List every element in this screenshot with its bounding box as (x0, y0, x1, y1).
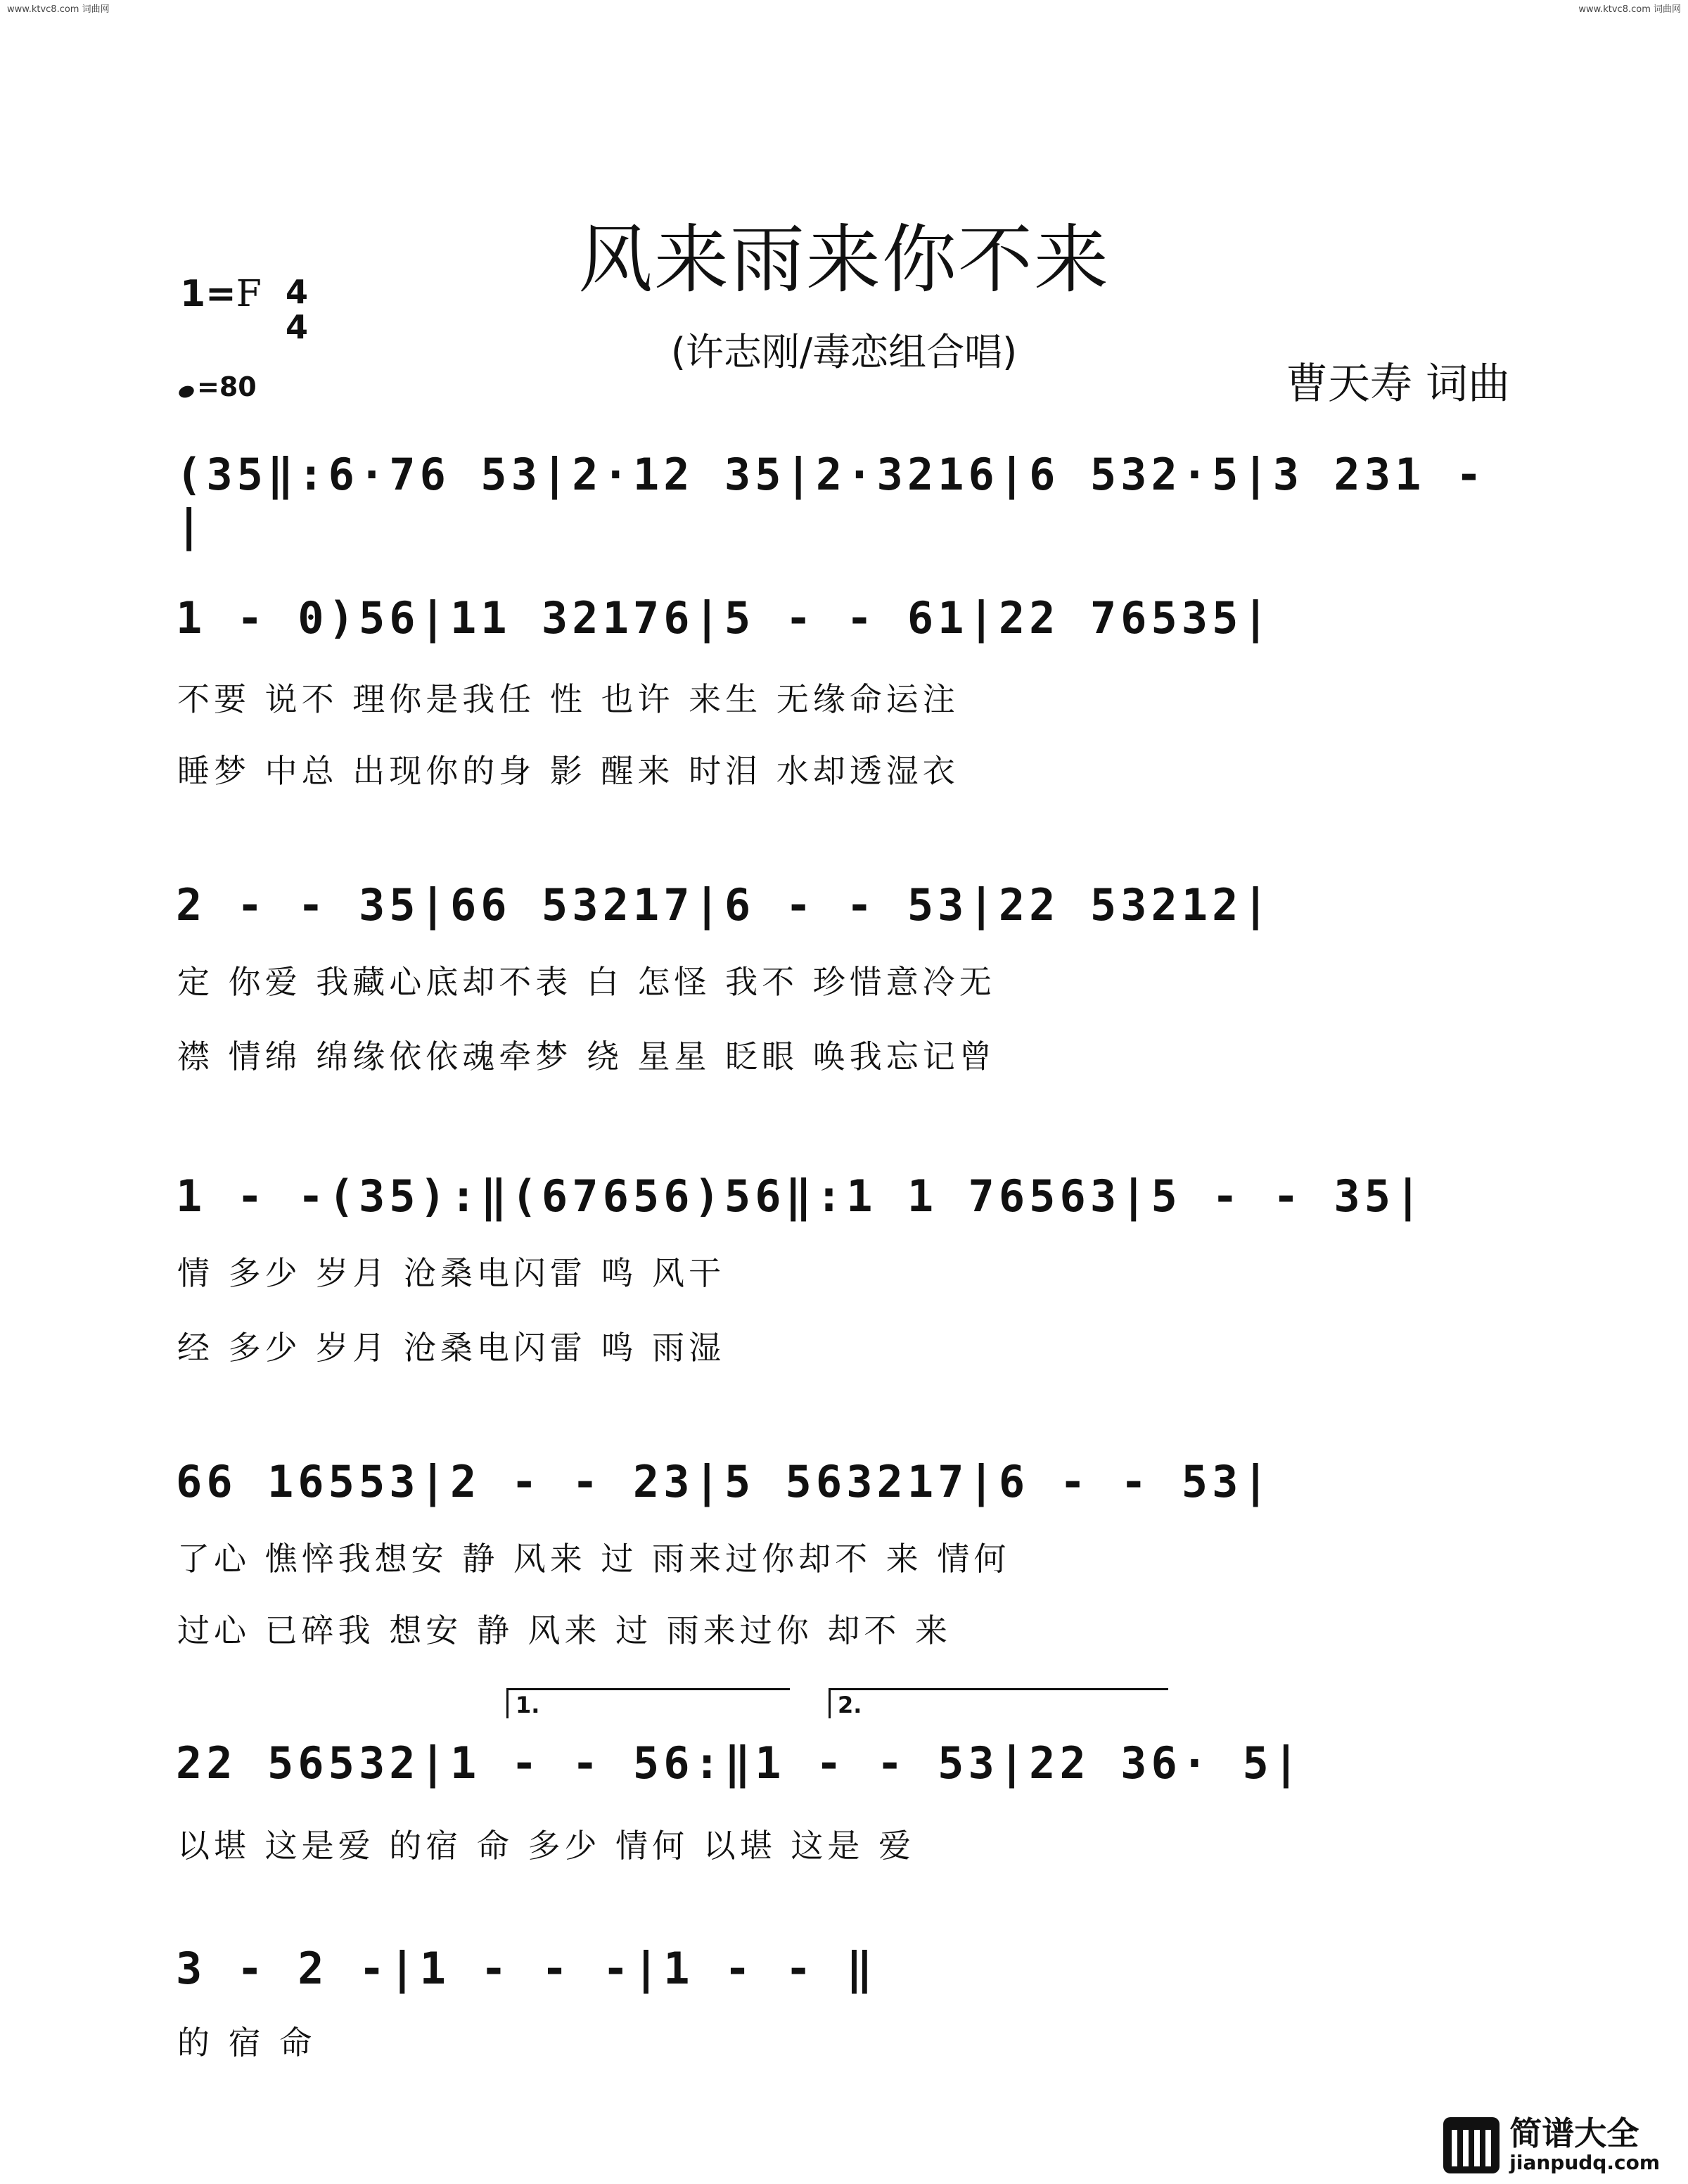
lyrics-row-2-verse-2: 睡梦 中总 出现你的身 影 醒来 时泪 水却透湿衣 (177, 752, 959, 790)
lyrics-row-4-verse-1: 情 多少 岁月 沧桑电闪雷 鸣 风干 (177, 1254, 726, 1292)
time-signature (286, 274, 308, 345)
composer-credit: 曹天寿 词曲 (1286, 359, 1511, 409)
notation-row-1: (35‖:6·76 53|2·12 35|2·3216|6 532·5|3 231 -| (176, 449, 1487, 551)
song-title: 风来雨来你不来 (578, 217, 1110, 303)
volta-label-1: 1. (516, 1692, 540, 1718)
notation-row-2: 1 - 0)56|11 32176|5 - - 61|22 76535| (176, 592, 1273, 644)
watermark-right: www.ktvc8.com 词曲网 (1578, 4, 1681, 15)
lyrics-row-2-verse-1: 不要 说不 理你是我任 性 也许 来生 无缘命运注 (177, 680, 959, 718)
notation-row-6: 22 56532|1 - - 56:‖1 - - 53|22 36· 5| (176, 1737, 1304, 1789)
key-signature (180, 273, 262, 315)
song-subtitle: (许志刚/毒恋组合唱) (670, 330, 1018, 374)
watermark-left: www.ktvc8.com 词曲网 (7, 4, 110, 15)
notation-row-5: 66 16553|2 - - 23|5 563217|6 - - 53| (176, 1456, 1273, 1507)
lyrics-row-4-verse-2: 经 多少 岁月 沧桑电闪雷 鸣 雨湿 (177, 1329, 726, 1367)
lyrics-row-3-verse-2: 襟 情绵 绵缘依依魂牵梦 绕 星星 眨眼 唤我忘记曾 (177, 1037, 996, 1075)
lyrics-row-7-verse-1: 的 宿 命 (177, 2024, 316, 2062)
notation-row-7: 3 - 2 -|1 - - -|1 - - ‖ (176, 1943, 877, 1994)
site-logo (1443, 2116, 1660, 2174)
tempo-value: =80 (197, 371, 257, 402)
piano-keys-icon (1443, 2117, 1500, 2173)
quarter-note-icon (177, 384, 196, 400)
logo-name: 简谱大全 (1509, 2114, 1639, 2152)
time-signature-bottom: 4 (286, 308, 309, 346)
lyrics-row-5-verse-1: 了心 憔悴我想安 静 风来 过 雨来过你却不 来 情何 (177, 1540, 1011, 1578)
tempo-marking (179, 371, 257, 402)
notation-row-3: 2 - - 35|66 53217|6 - - 53|22 53212| (176, 879, 1273, 931)
key-letter: F (236, 273, 262, 315)
logo-url: jianpudq.com (1509, 2151, 1660, 2174)
volta-bracket-2 (829, 1688, 1168, 1718)
lyrics-row-3-verse-1: 定 你爱 我藏心底却不表 白 怎怪 我不 珍惜意冷无 (177, 963, 996, 1001)
key-prefix: 1= (180, 273, 236, 315)
time-signature-top: 4 (286, 273, 309, 311)
notation-row-4: 1 - -(35):‖(67656)56‖:1 1 76563|5 - - 35| (176, 1170, 1426, 1222)
volta-bracket-1 (506, 1688, 790, 1718)
lyrics-row-5-verse-2: 过心 已碎我 想安 静 风来 过 雨来过你 却不 来 (177, 1611, 952, 1649)
lyrics-row-6-verse-1: 以堪 这是爱 的宿 命 多少 情何 以堪 这是 爱 (177, 1827, 915, 1865)
volta-label-2: 2. (838, 1692, 862, 1718)
